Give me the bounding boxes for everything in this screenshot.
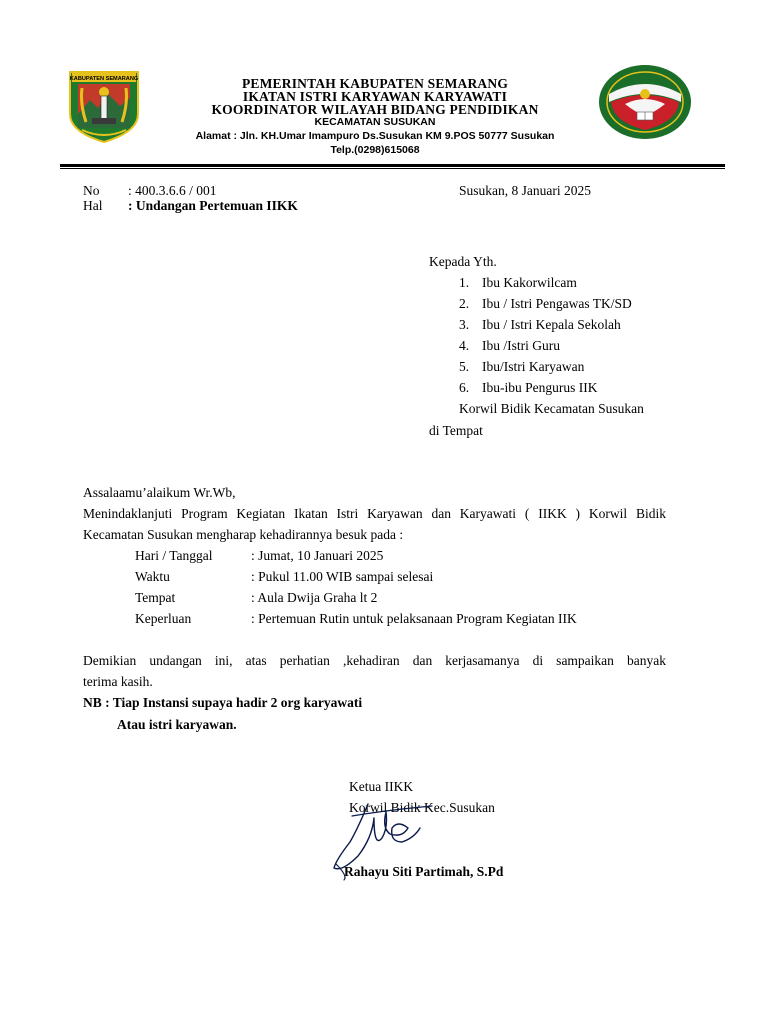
no-value: : 400.3.6.6 / 001 xyxy=(128,183,217,198)
detail-value: : Pukul 11.00 WIB sampai selesai xyxy=(251,569,434,584)
detail-value: : Aula Dwija Graha lt 2 xyxy=(251,590,378,605)
detail-label: Waktu xyxy=(135,569,170,584)
recipient-item: Ibu / Istri Pengawas TK/SD xyxy=(482,296,632,311)
recipient-num: 2. xyxy=(459,296,470,311)
nb-note: NB : Tiap Instansi supaya hadir 2 org karyawati xyxy=(83,695,363,710)
closing-line: Demikian undangan ini, atas perhatian ,kehadiran dan kerjasamanya di sampaikan banyak xyxy=(83,653,666,668)
signatory-name: Rahayu Siti Partimah, S.Pd xyxy=(344,864,504,879)
letterhead-phone: Telp.(0298)615068 xyxy=(330,144,420,156)
detail-value: : Pertemuan Rutin untuk pelaksanaan Program Kegiatan IIK xyxy=(251,611,577,626)
recipient-num: 4. xyxy=(459,338,470,353)
closing-line: terima kasih. xyxy=(83,674,153,689)
paragraph-line: Menindaklanjuti Program Kegiatan Ikatan Istri Karyawan dan Karyawati ( IIKK ) Korwil Bidik xyxy=(83,506,666,521)
iikk-emblem-logo xyxy=(597,64,693,140)
left-logo-text: KABUPATEN SEMARANG xyxy=(69,76,139,82)
kabupaten-semarang-logo xyxy=(68,70,140,144)
recipient-num: 1. xyxy=(459,275,470,290)
detail-label: Keperluan xyxy=(135,611,192,626)
detail-label: Tempat xyxy=(135,590,176,605)
letterhead-rule-thick xyxy=(60,164,725,167)
no-label: No xyxy=(83,183,100,198)
recipient-num: 5. xyxy=(459,359,470,374)
hal-label: Hal xyxy=(83,198,103,213)
paragraph-line: Kecamatan Susukan mengharap kehadirannya besuk pada : xyxy=(83,527,404,542)
recipient-item: Ibu /Istri Guru xyxy=(482,338,560,353)
letterhead-rule-thin xyxy=(60,168,725,169)
detail-label: Hari / Tanggal xyxy=(135,548,213,563)
recipient-location: di Tempat xyxy=(429,423,483,438)
detail-value: : Jumat, 10 Januari 2025 xyxy=(251,548,384,563)
signature-title: Ketua IIKK xyxy=(349,779,414,794)
letterhead-line3: KOORDINATOR WILAYAH BIDANG PENDIDIKAN xyxy=(211,102,539,117)
recipient-intro: Kepada Yth. xyxy=(429,254,497,269)
letterhead-line2: IKATAN ISTRI KARYAWAN KARYAWATI xyxy=(242,89,508,104)
letterhead-address: Alamat : Jln. KH.Umar Imampuro Ds.Susukan KM 9.POS 50777 Susukan xyxy=(195,130,555,142)
recipient-item: Ibu / Istri Kepala Sekolah xyxy=(482,317,621,332)
signature-title: Korwil Bidik Kec.Susukan xyxy=(349,800,495,815)
recipient-item: Ibu-ibu Pengurus IIK xyxy=(482,380,598,395)
recipient-org: Korwil Bidik Kecamatan Susukan xyxy=(459,401,644,416)
greeting: Assalaamu’alaikum Wr.Wb, xyxy=(83,485,236,500)
nb-note: Atau istri karyawan. xyxy=(117,717,237,732)
place-date: Susukan, 8 Januari 2025 xyxy=(459,183,591,198)
hal-value: : Undangan Pertemuan IIKK xyxy=(128,198,298,213)
letterhead-line4: KECAMATAN SUSUKAN xyxy=(314,116,436,128)
recipient-item: Ibu/Istri Karyawan xyxy=(482,359,585,374)
recipient-num: 3. xyxy=(459,317,470,332)
recipient-item: Ibu Kakorwilcam xyxy=(482,275,577,290)
letterhead-line1: PEMERINTAH KABUPATEN SEMARANG xyxy=(241,76,509,91)
recipient-num: 6. xyxy=(459,380,470,395)
